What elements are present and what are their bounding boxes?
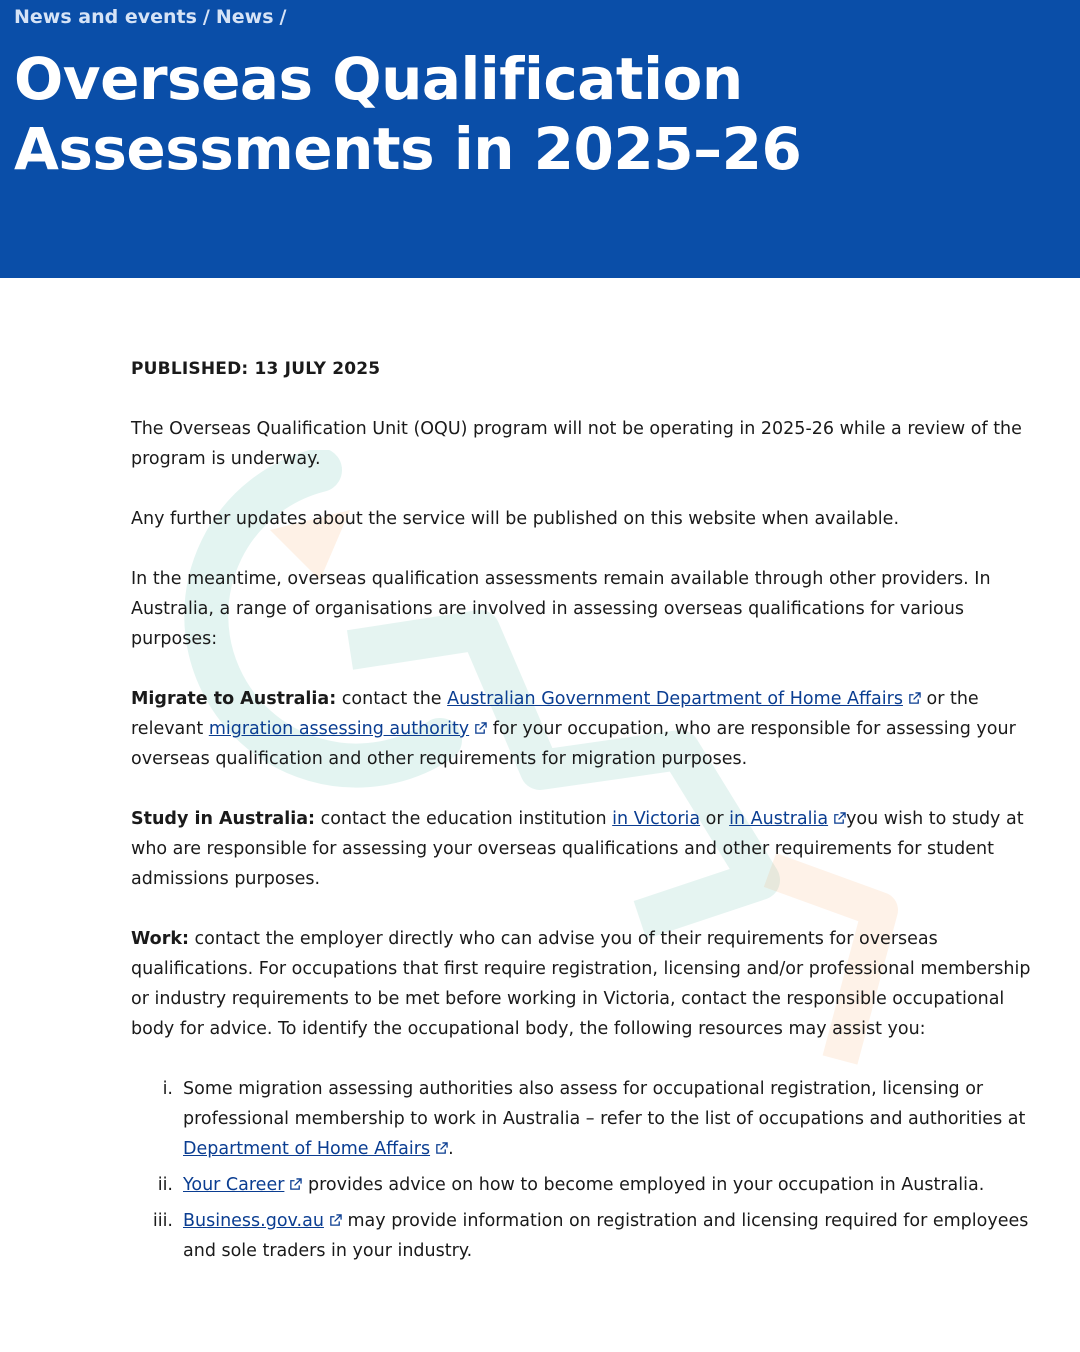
business-gov-au-link-label: Business.gov.au xyxy=(183,1211,324,1231)
page-title: Overseas Qualification Assessments in 2025–26 xyxy=(14,45,802,183)
migration-assessing-authority-link[interactable] xyxy=(209,719,487,739)
page-header xyxy=(0,0,1080,278)
department-of-home-affairs-link-label: Department of Home Affairs xyxy=(183,1139,431,1159)
list-item-text: Some migration assessing authorities also assess for occupational registration, licensing or professional membership to work in Australia – refer to the list of occupations and authorities at xyxy=(183,1079,1026,1129)
in-victoria-link[interactable]: in Victoria xyxy=(612,809,701,829)
migrate-text-1: contact the xyxy=(336,689,448,709)
list-item-number: ii. xyxy=(157,1175,173,1195)
study-label: Study in Australia: xyxy=(131,809,316,829)
list-item-text-end: . xyxy=(448,1139,454,1159)
your-career-link[interactable] xyxy=(183,1175,302,1195)
your-career-link-label: Your Career xyxy=(183,1175,285,1195)
department-of-home-affairs-link[interactable] xyxy=(183,1139,448,1159)
study-text-1: contact the education institution xyxy=(315,809,613,829)
migrate-text-2: or the relevant xyxy=(131,689,979,739)
article-content xyxy=(131,354,1031,1272)
external-link-icon xyxy=(474,722,487,735)
breadcrumb-news[interactable]: News xyxy=(215,6,274,28)
in-australia-link-label: in Australia xyxy=(729,809,829,829)
external-link-icon xyxy=(833,812,846,825)
external-link-icon xyxy=(289,1178,302,1191)
paragraph-work xyxy=(131,924,1031,1044)
home-affairs-link-label: Australian Government Department of Home Affairs xyxy=(447,689,903,709)
study-text-3: you wish to study at who are responsible for assessing your overseas qualifications and other requirements for student admissions purposes. xyxy=(131,809,1024,889)
home-affairs-link[interactable] xyxy=(447,689,921,709)
paragraph-study xyxy=(131,804,1031,894)
migrate-text-3: for your occupation, who are responsible for assessing your overseas qualification and other requirements for migration purposes. xyxy=(131,719,1016,769)
external-link-icon xyxy=(329,1214,342,1227)
breadcrumb-news-and-events[interactable]: News and events xyxy=(14,6,197,28)
paragraph-meantime: In the meantime, overseas qualification assessments remain available through other providers. In Australia, a range of organisations are involved in assessing overseas qualifications for various purposes: xyxy=(131,569,991,649)
study-text-2: or xyxy=(700,809,730,829)
list-item xyxy=(131,1074,1031,1164)
list-item xyxy=(131,1206,1031,1266)
migration-assessing-authority-link-label: migration assessing authority xyxy=(208,719,470,739)
external-link-icon xyxy=(435,1142,448,1155)
external-link-icon xyxy=(908,692,921,705)
breadcrumb-separator: / xyxy=(279,6,287,28)
breadcrumb xyxy=(14,6,292,28)
breadcrumb-separator: / xyxy=(202,6,210,28)
work-label: Work: xyxy=(131,929,189,949)
resources-list xyxy=(131,1074,1031,1266)
paragraph-oqu-status: The Overseas Qualification Unit (OQU) program will not be operating in 2025-26 while a review of the program is underway. xyxy=(131,419,1022,469)
list-item xyxy=(131,1170,1031,1200)
list-item-number: i. xyxy=(162,1079,173,1099)
paragraph-updates: Any further updates about the service will be published on this website when available. xyxy=(131,509,900,529)
in-australia-link[interactable] xyxy=(729,809,846,829)
work-text: contact the employer directly who can advise you of their requirements for overseas qualifications. For occupations that first require registration, licensing and/or professional membership or industry requirements to be met before working in Victoria, contact the responsible occupational body for advice. To identify the occupational body, the following resources may assist you: xyxy=(131,929,1031,1039)
paragraph-migrate xyxy=(131,684,1031,774)
migrate-label: Migrate to Australia: xyxy=(131,689,337,709)
list-item-number: iii. xyxy=(152,1211,173,1231)
list-item-text-end: provides advice on how to become employed in your occupation in Australia. xyxy=(302,1175,985,1195)
published-date: PUBLISHED: 13 JULY 2025 xyxy=(131,359,381,379)
business-gov-au-link[interactable] xyxy=(183,1211,342,1231)
list-item-text-end: may provide information on registration and licensing required for employees and sole traders in your industry. xyxy=(183,1211,1029,1261)
